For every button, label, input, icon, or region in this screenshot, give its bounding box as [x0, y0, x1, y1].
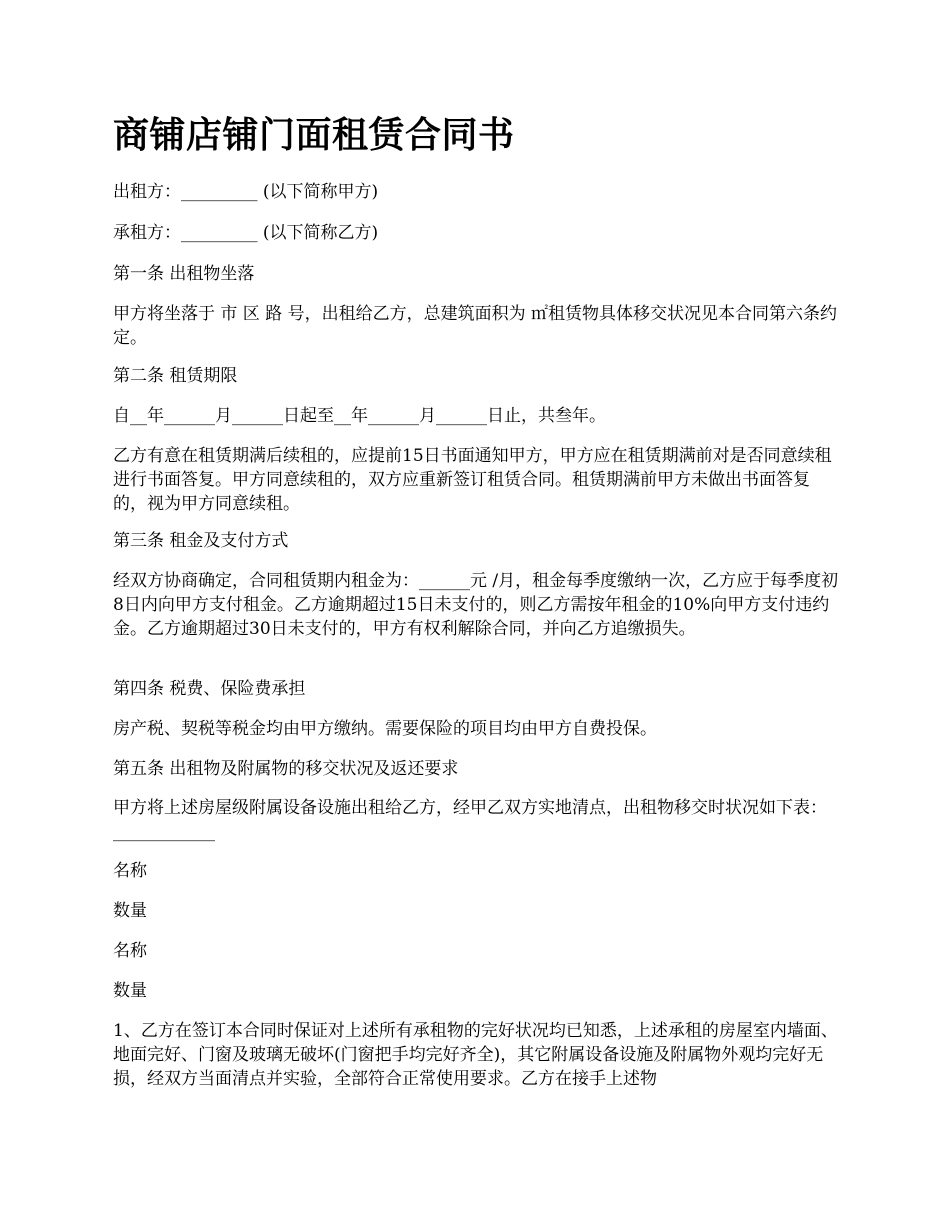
renewal-paragraph: 乙方有意在租赁期满后续租的，应提前15日书面通知甲方，甲方应在租赁期满前对是否同意续租进行书面答复。甲方同意续租的，双方应重新签订租赁合同。租赁期满前甲方未做出书面答复的，视为甲方同意续租。 [113, 446, 832, 514]
rent-payment-paragraph: 经双方协商确定，合同租赁期内租金为：______元 /月，租金每季度缴纳一次，乙方应于每季度初8日内向甲方支付租金。乙方逾期超过15日未支付的，则乙方需按年租金的10%向甲方支付违约金。乙方逾期超过30日未支付的，甲方有权利解除合同，并向乙方追缴损失。 [113, 571, 839, 639]
table-label-name: 名称 [113, 861, 147, 881]
lessor-line: 出租方：_________ (以下简称甲方) [113, 182, 379, 202]
clause-1-paragraph: 1、乙方在签订本合同时保证对上述所有承租物的完好状况均已知悉，上述承租的房屋室内墙面、地面完好、门窗及玻璃无破坏(门窗把手均完好齐全)，其它附属设备设施及附属物外观均完好无损，经双方当面清点并实验，全部符合正常使用要求。乙方在接手上述物 [113, 1021, 838, 1089]
article-3-heading: 第三条 租金及支付方式 [113, 531, 289, 551]
article-4-heading: 第四条 税费、保险费承担 [113, 679, 306, 699]
table-label-quantity: 数量 [113, 901, 147, 921]
tax-insurance-paragraph: 房产税、契税等税金均由甲方缴纳。需要保险的项目均由甲方自费投保。 [113, 719, 657, 739]
lease-term-line: 自__年______月______日起至__年______月______日止，共叁年。 [113, 406, 606, 426]
document-title: 商铺店铺门面租赁合同书 [113, 115, 515, 156]
handover-paragraph: 甲方将上述房屋级附属设备设施出租给乙方，经甲乙双方实地清点，出租物移交时状况如下表：____________ [113, 798, 827, 842]
table-label-name: 名称 [113, 941, 147, 961]
article-5-heading: 第五条 出租物及附属物的移交状况及返还要求 [113, 759, 459, 779]
article-2-heading: 第二条 租赁期限 [113, 366, 238, 386]
article-1-heading: 第一条 出租物坐落 [113, 264, 255, 284]
lessee-line: 承租方：_________ (以下简称乙方) [113, 223, 379, 243]
table-label-quantity: 数量 [113, 981, 147, 1001]
article-1-body: 甲方将坐落于 市 区 路 号，出租给乙方，总建筑面积为 ㎡租赁物具体移交状况见本合同第六条约定。 [113, 304, 838, 348]
